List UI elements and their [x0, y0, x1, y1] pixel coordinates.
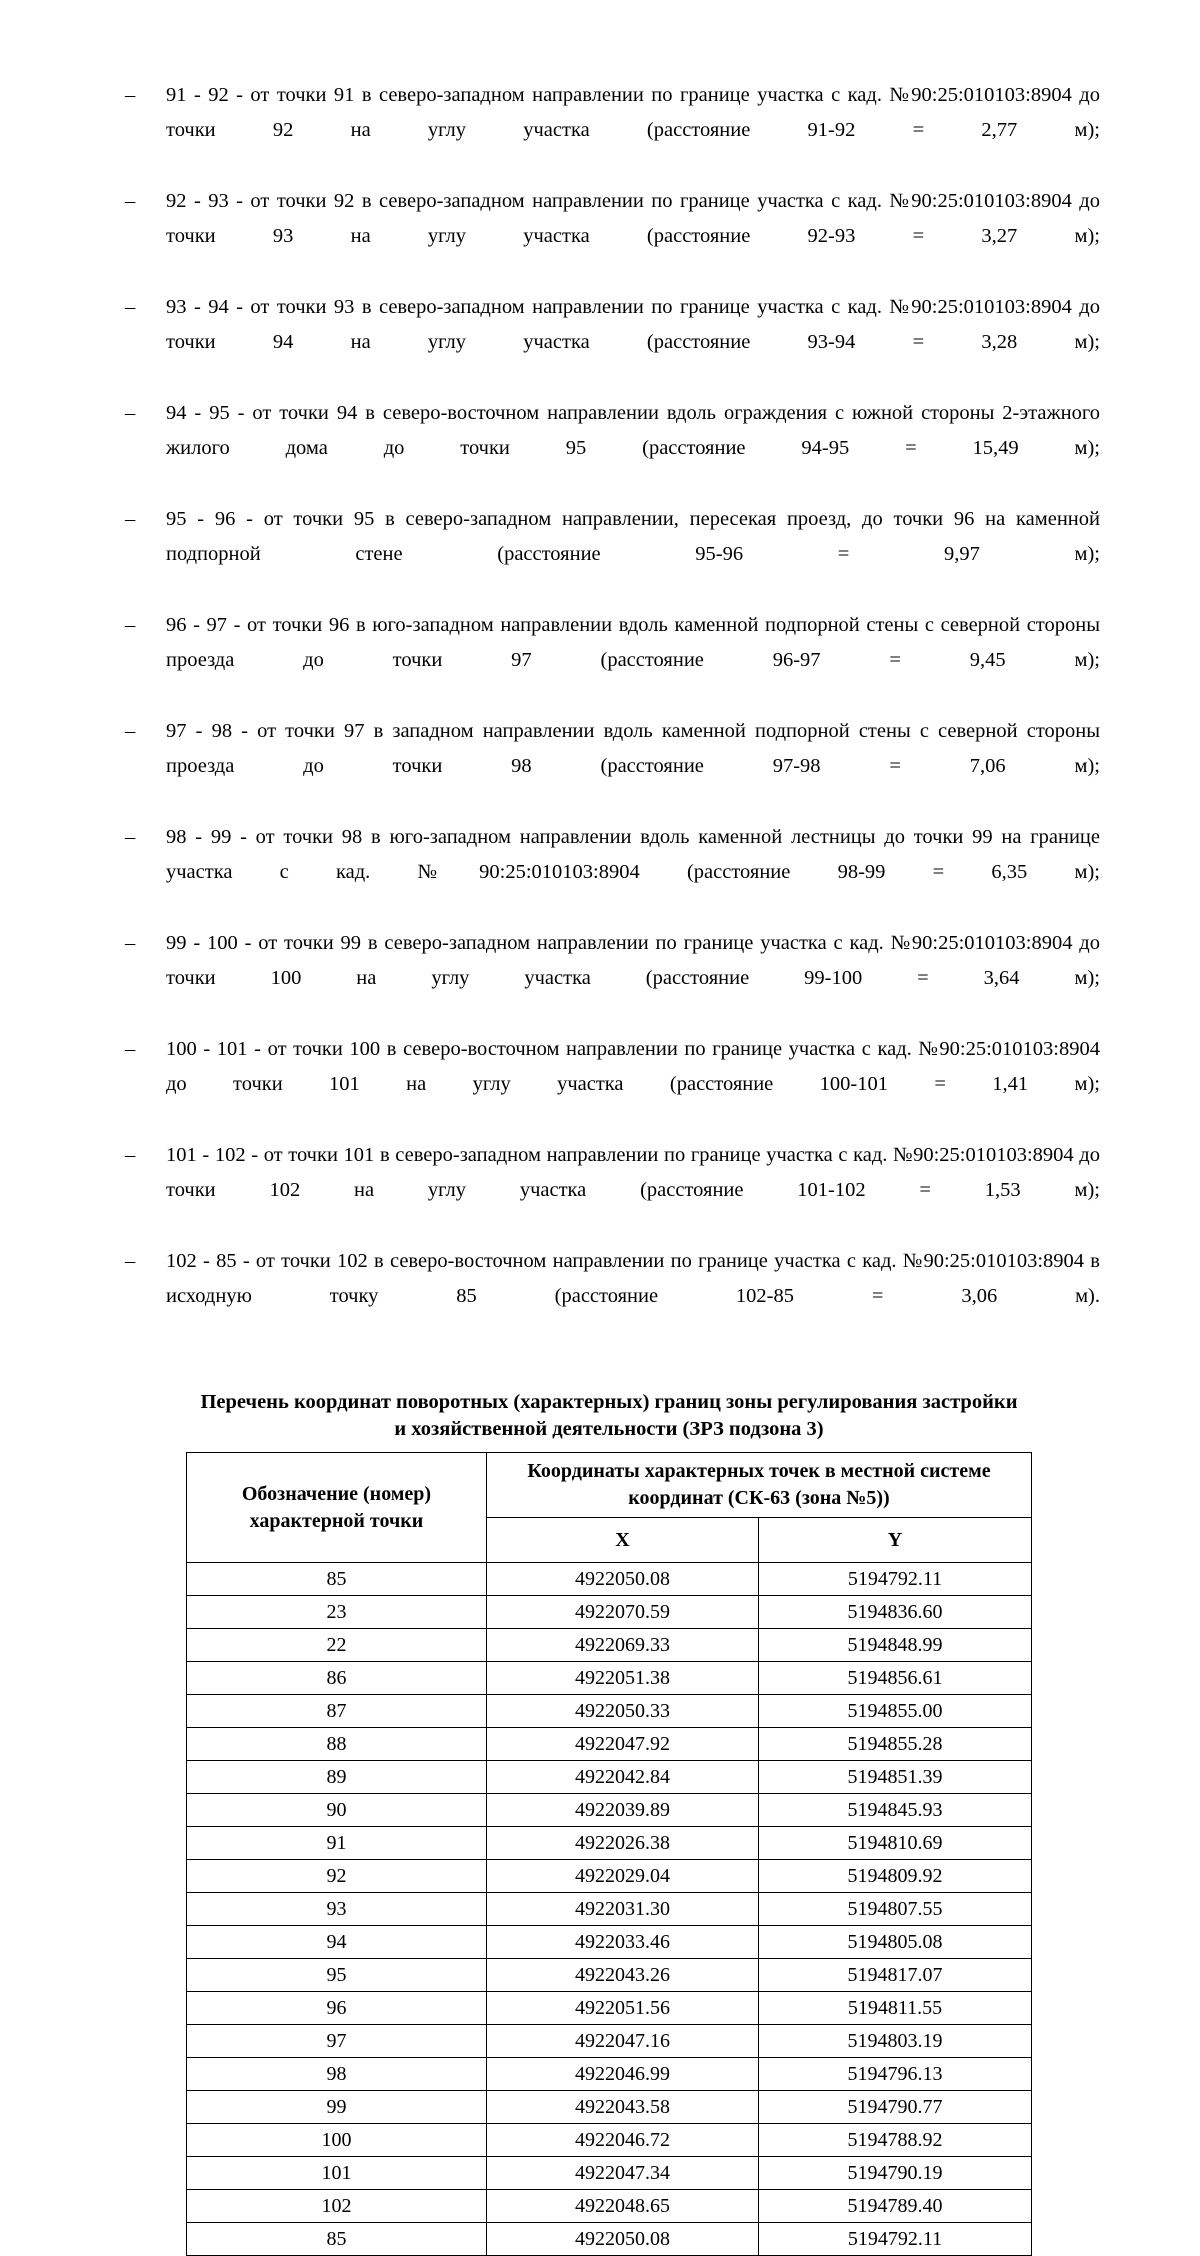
bullet-dash-icon: – [125, 826, 136, 848]
table-row [186, 1662, 1031, 1695]
header-x: X [486, 1518, 758, 1563]
cell-y: 5194811.55 [758, 1992, 1031, 2025]
list-item-text: 101 - 102 - от точки 101 в северо-западном направлении по границе участка с кад. №90:25:010103:8904 до точки 102 на углу участка (расстояние 101-102 = 1,53 м); [166, 1144, 1100, 1201]
cell-point: 89 [186, 1761, 486, 1794]
table-head [186, 1453, 1031, 1563]
cell-point: 91 [186, 1827, 486, 1860]
cell-x: 4922029.04 [486, 1860, 758, 1893]
list-item [118, 820, 1100, 925]
cell-x: 4922047.16 [486, 2025, 758, 2058]
cell-y: 5194789.40 [758, 2190, 1031, 2223]
table-row [186, 1860, 1031, 1893]
bullet-dash-icon: – [125, 84, 136, 106]
bullet-dash-icon: – [125, 1144, 136, 1166]
list-item-text: 96 - 97 - от точки 96 в юго-западном направлении вдоль каменной подпорной стены с северной стороны проезда до точки 97 (расстояние 96-97 = 9,45 м); [166, 614, 1100, 671]
table-row [186, 2157, 1031, 2190]
bullet-dash-icon: – [125, 1250, 136, 1272]
cell-y: 5194788.92 [758, 2124, 1031, 2157]
list-item-text: 93 - 94 - от точки 93 в северо-западном направлении по границе участка с кад. №90:25:010103:8904 до точки 94 на углу участка (расстояние 93-94 = 3,28 м); [166, 296, 1100, 353]
coordinates-table [186, 1452, 1032, 2256]
cell-x: 4922046.99 [486, 2058, 758, 2091]
cell-y: 5194817.07 [758, 1959, 1031, 1992]
cell-x: 4922048.65 [486, 2190, 758, 2223]
table-row [186, 1794, 1031, 1827]
cell-x: 4922043.26 [486, 1959, 758, 1992]
bullet-dash-icon: – [125, 1038, 136, 1060]
bullet-dash-icon: – [125, 932, 136, 954]
table-row [186, 1893, 1031, 1926]
cell-point: 99 [186, 2091, 486, 2124]
table-row [186, 1992, 1031, 2025]
table-row [186, 1563, 1031, 1596]
bullet-dash-icon: – [125, 508, 136, 530]
list-item [118, 1138, 1100, 1243]
list-item-text: 98 - 99 - от точки 98 в юго-западном направлении вдоль каменной лестницы до точки 99 на границе участка с кад. №90:25:010103:8904 (расстояние 98-99 = 6,35 м); [166, 826, 1100, 883]
cell-x: 4922069.33 [486, 1629, 758, 1662]
cell-y: 5194790.19 [758, 2157, 1031, 2190]
cell-x: 4922070.59 [486, 1596, 758, 1629]
cell-y: 5194790.77 [758, 2091, 1031, 2124]
table-row [186, 1596, 1031, 1629]
cell-x: 4922039.89 [486, 1794, 758, 1827]
table-row [186, 2223, 1031, 2256]
list-item-text: 94 - 95 - от точки 94 в северо-восточном направлении вдоль ограждения с южной стороны 2-этажного жилого дома до точки 95 (расстояние 94-95 = 15,49 м); [166, 402, 1100, 459]
cell-point: 85 [186, 2223, 486, 2256]
cell-y: 5194855.00 [758, 1695, 1031, 1728]
table-row [186, 2091, 1031, 2124]
cell-point: 93 [186, 1893, 486, 1926]
cell-point: 86 [186, 1662, 486, 1695]
table-row [186, 1926, 1031, 1959]
cell-point: 95 [186, 1959, 486, 1992]
cell-x: 4922047.92 [486, 1728, 758, 1761]
boundary-description-list [118, 78, 1100, 1349]
cell-point: 100 [186, 2124, 486, 2157]
list-item-text: 102 - 85 - от точки 102 в северо-восточном направлении по границе участка с кад. №90:25:010103:8904 в исходную точку 85 (расстояние 102-85 = 3,06 м). [166, 1250, 1100, 1307]
cell-x: 4922047.34 [486, 2157, 758, 2190]
cell-y: 5194836.60 [758, 1596, 1031, 1629]
table-row [186, 2025, 1031, 2058]
table-row [186, 1695, 1031, 1728]
table-row [186, 2190, 1031, 2223]
list-item [118, 502, 1100, 607]
list-item [118, 608, 1100, 713]
cell-point: 90 [186, 1794, 486, 1827]
cell-y: 5194792.11 [758, 1563, 1031, 1596]
cell-point: 97 [186, 2025, 486, 2058]
cell-y: 5194856.61 [758, 1662, 1031, 1695]
list-item-text: 95 - 96 - от точки 95 в северо-западном направлении, пересекая проезд, до точки 96 на каменной подпорной стене (расстояние 95-96 = 9,97 м); [166, 508, 1100, 565]
bullet-dash-icon: – [125, 296, 136, 318]
cell-point: 22 [186, 1629, 486, 1662]
cell-y: 5194805.08 [758, 1926, 1031, 1959]
cell-x: 4922031.30 [486, 1893, 758, 1926]
cell-y: 5194792.11 [758, 2223, 1031, 2256]
table-body [186, 1563, 1031, 2256]
cell-y: 5194855.28 [758, 1728, 1031, 1761]
cell-x: 4922051.56 [486, 1992, 758, 2025]
cell-y: 5194848.99 [758, 1629, 1031, 1662]
cell-point: 101 [186, 2157, 486, 2190]
table-row [186, 1629, 1031, 1662]
header-point-designation: Обозначение (номер) характерной точки [186, 1453, 486, 1563]
bullet-dash-icon: – [125, 190, 136, 212]
cell-y: 5194809.92 [758, 1860, 1031, 1893]
cell-point: 85 [186, 1563, 486, 1596]
cell-point: 102 [186, 2190, 486, 2223]
table-caption-line-2: и хозяйственной деятельности (ЗРЗ подзона 3) [394, 1418, 824, 1440]
bullet-dash-icon: – [125, 720, 136, 742]
list-item-text: 91 - 92 - от точки 91 в северо-западном направлении по границе участка с кад. №90:25:010103:8904 до точки 92 на углу участка (расстояние 91-92 = 2,77 м); [166, 84, 1100, 141]
cell-y: 5194851.39 [758, 1761, 1031, 1794]
list-item [118, 926, 1100, 1031]
cell-x: 4922043.58 [486, 2091, 758, 2124]
cell-x: 4922026.38 [486, 1827, 758, 1860]
list-item-text: 100 - 101 - от точки 100 в северо-восточном направлении по границе участка с кад. №90:25:010103:8904 до точки 101 на углу участка (расстояние 100-101 = 1,41 м); [166, 1038, 1100, 1095]
cell-x: 4922033.46 [486, 1926, 758, 1959]
cell-x: 4922050.08 [486, 1563, 758, 1596]
cell-point: 87 [186, 1695, 486, 1728]
list-item [118, 396, 1100, 501]
table-row [186, 1959, 1031, 1992]
cell-point: 96 [186, 1992, 486, 2025]
cell-y: 5194803.19 [758, 2025, 1031, 2058]
cell-x: 4922046.72 [486, 2124, 758, 2157]
table-row [186, 2124, 1031, 2157]
header-coordinates: Координаты характерных точек в местной системе координат (СК-63 (зона №5)) [486, 1453, 1031, 1518]
list-item [118, 714, 1100, 819]
table-row [186, 2058, 1031, 2091]
bullet-dash-icon: – [125, 402, 136, 424]
table-row [186, 1728, 1031, 1761]
header-y: Y [758, 1518, 1031, 1563]
list-item-text: 97 - 98 - от точки 97 в западном направлении вдоль каменной подпорной стены с северной стороны проезда до точки 98 (расстояние 97-98 = 7,06 м); [166, 720, 1100, 777]
table-header-row-1 [186, 1453, 1031, 1518]
cell-point: 98 [186, 2058, 486, 2091]
table-row [186, 1827, 1031, 1860]
cell-point: 23 [186, 1596, 486, 1629]
table-caption-line-1: Перечень координат поворотных (характерных) границ зоны регулирования застройки [200, 1391, 1018, 1413]
cell-y: 5194845.93 [758, 1794, 1031, 1827]
bullet-dash-icon: – [125, 614, 136, 636]
list-item [118, 290, 1100, 395]
cell-y: 5194807.55 [758, 1893, 1031, 1926]
table-caption [118, 1389, 1100, 1443]
list-item [118, 1244, 1100, 1349]
cell-y: 5194810.69 [758, 1827, 1031, 1860]
cell-x: 4922050.33 [486, 1695, 758, 1728]
list-item-text: 99 - 100 - от точки 99 в северо-западном направлении по границе участка с кад. №90:25:010103:8904 до точки 100 на углу участка (расстояние 99-100 = 3,64 м); [166, 932, 1100, 989]
cell-x: 4922042.84 [486, 1761, 758, 1794]
cell-point: 92 [186, 1860, 486, 1893]
list-item [118, 78, 1100, 183]
list-item [118, 184, 1100, 289]
list-item-text: 92 - 93 - от точки 92 в северо-западном направлении по границе участка с кад. №90:25:010103:8904 до точки 93 на углу участка (расстояние 92-93 = 3,27 м); [166, 190, 1100, 247]
cell-y: 5194796.13 [758, 2058, 1031, 2091]
cell-point: 88 [186, 1728, 486, 1761]
cell-x: 4922051.38 [486, 1662, 758, 1695]
cell-x: 4922050.08 [486, 2223, 758, 2256]
list-item [118, 1032, 1100, 1137]
cell-point: 94 [186, 1926, 486, 1959]
table-row [186, 1761, 1031, 1794]
